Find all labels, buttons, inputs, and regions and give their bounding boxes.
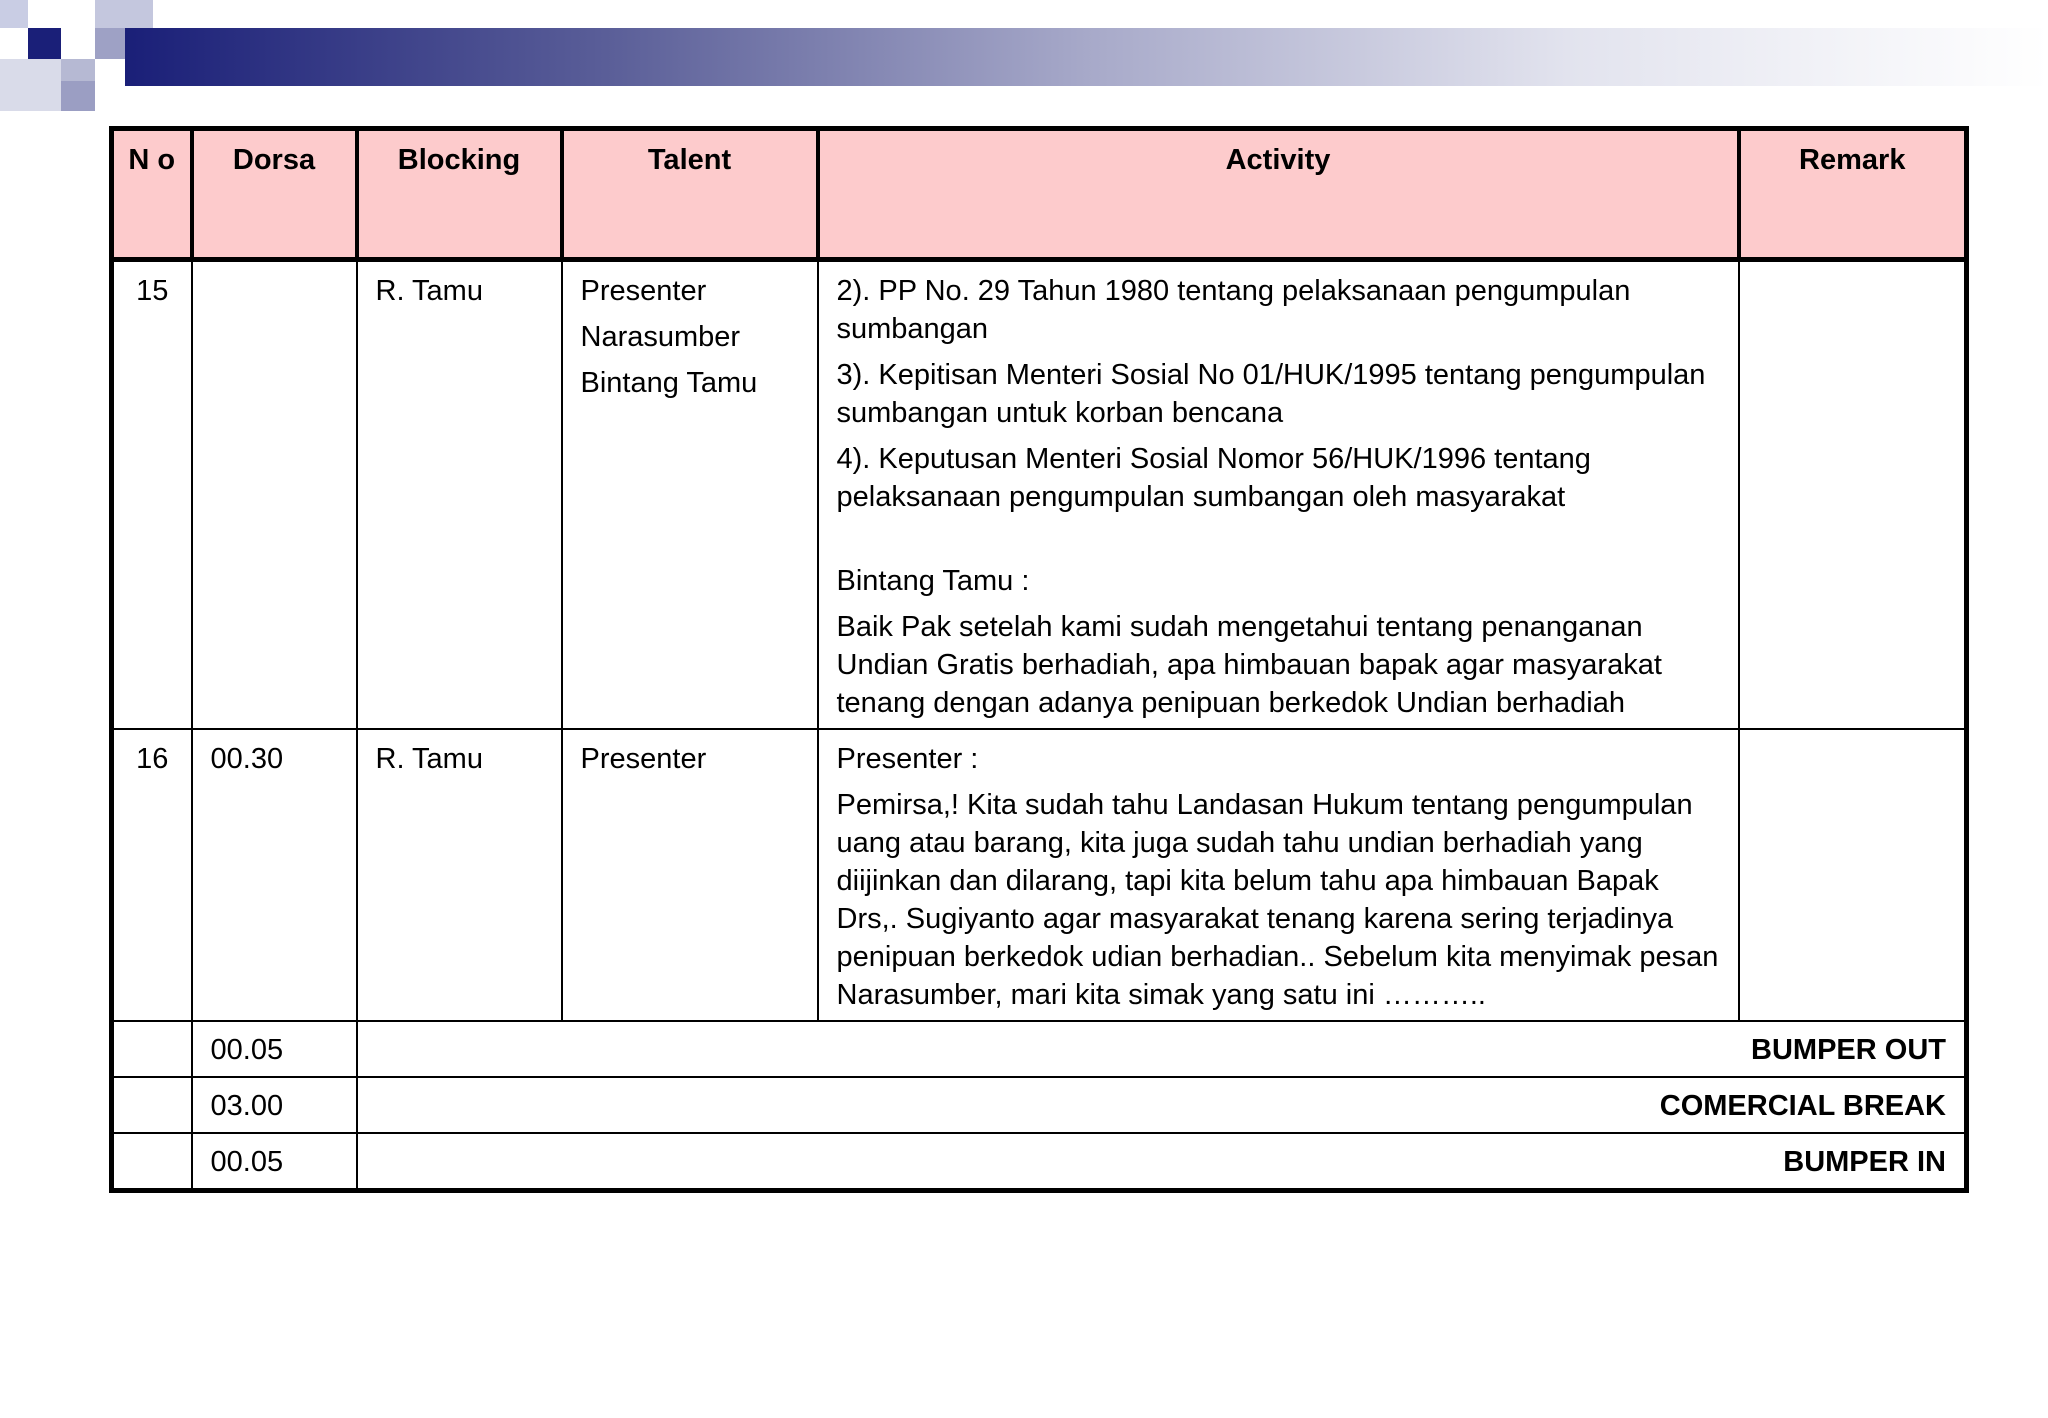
cell-no [112,1021,192,1077]
decor-square [61,0,95,28]
header-remark: Remark [1739,129,1967,260]
cell-blocking: R. Tamu [357,729,562,1021]
cell-dorsa: 03.00 [192,1077,357,1133]
activity-speaker: Presenter : [836,743,979,775]
table-header-row [112,129,1967,260]
header-blocking: Blocking [357,129,562,260]
table-row [112,729,1967,1021]
segment-row [112,1021,1967,1077]
activity-paragraph: 2). PP No. 29 Tahun 1980 tentang pelaksanaan pengumpulan sumbangan [836,275,1631,345]
cell-activity [818,729,1739,1021]
segment-row [112,1133,1967,1191]
cell-no: 15 [112,260,192,730]
talent-item: Presenter [580,275,707,307]
cell-no: 16 [112,729,192,1021]
cell-remark [1739,260,1967,730]
decor-square [0,59,61,111]
talent-item: Narasumber [580,321,741,353]
activity-speaker: Bintang Tamu : [836,565,1030,597]
cell-activity [818,260,1739,730]
activity-paragraph: Baik Pak setelah kami sudah mengetahui tentang penanganan Undian Gratis berhadiah, apa himbauan bapak agar masyarakat tenang dengan adanya penipuan berkedok Undian berhadiah [836,611,1662,719]
decor-square [61,59,95,81]
segment-label: BUMPER OUT [357,1021,1967,1077]
cell-no [112,1077,192,1133]
spacer [837,524,1720,562]
table-row [112,260,1967,730]
segment-row [112,1077,1967,1133]
segment-label: BUMPER IN [357,1133,1967,1191]
rundown-table [109,126,1969,1193]
talent-item: Bintang Tamu [580,367,758,399]
segment-label: COMERCIAL BREAK [357,1077,1967,1133]
header-no: N o [112,129,192,260]
activity-paragraph: Pemirsa,! Kita sudah tahu Landasan Hukum tentang pengumpulan uang atau barang, kita juga sudah tahu undian berhadiah yang diijinkan dan dilarang, tapi kita belum tahu apa himbauan Bapak Drs,. Sugiyanto agar masyarakat tenang karena sering terjadinya penipuan berkedok udian berhadian.. Sebelum kita menyimak pesan Narasumber, mari kita simak yang satu ini ……….. [836,789,1719,1011]
cell-dorsa: 00.05 [192,1133,357,1191]
cell-blocking: R. Tamu [357,260,562,730]
cell-talent [562,729,818,1021]
rundown-table-container [109,126,1964,1193]
activity-paragraph: 4). Keputusan Menteri Sosial Nomor 56/HUK/1996 tentang pelaksanaan pengumpulan sumbangan oleh masyarakat [836,443,1591,513]
cell-dorsa: 00.05 [192,1021,357,1077]
header-gradient-bar [125,28,2048,86]
header-activity: Activity [818,129,1739,260]
header-dorsa: Dorsa [192,129,357,260]
cell-dorsa [192,260,357,730]
cell-talent [562,260,818,730]
talent-item: Presenter [580,743,707,775]
cell-no [112,1133,192,1191]
cell-remark [1739,729,1967,1021]
decor-square [28,0,61,28]
decor-square [95,0,153,28]
activity-paragraph: 3). Kepitisan Menteri Sosial No 01/HUK/1995 tentang pengumpulan sumbangan untuk korban bencana [836,359,1706,429]
decor-square [0,0,28,28]
decor-square [61,81,95,111]
decor-square [28,28,61,59]
cell-dorsa: 00.30 [192,729,357,1021]
header-talent: Talent [562,129,818,260]
